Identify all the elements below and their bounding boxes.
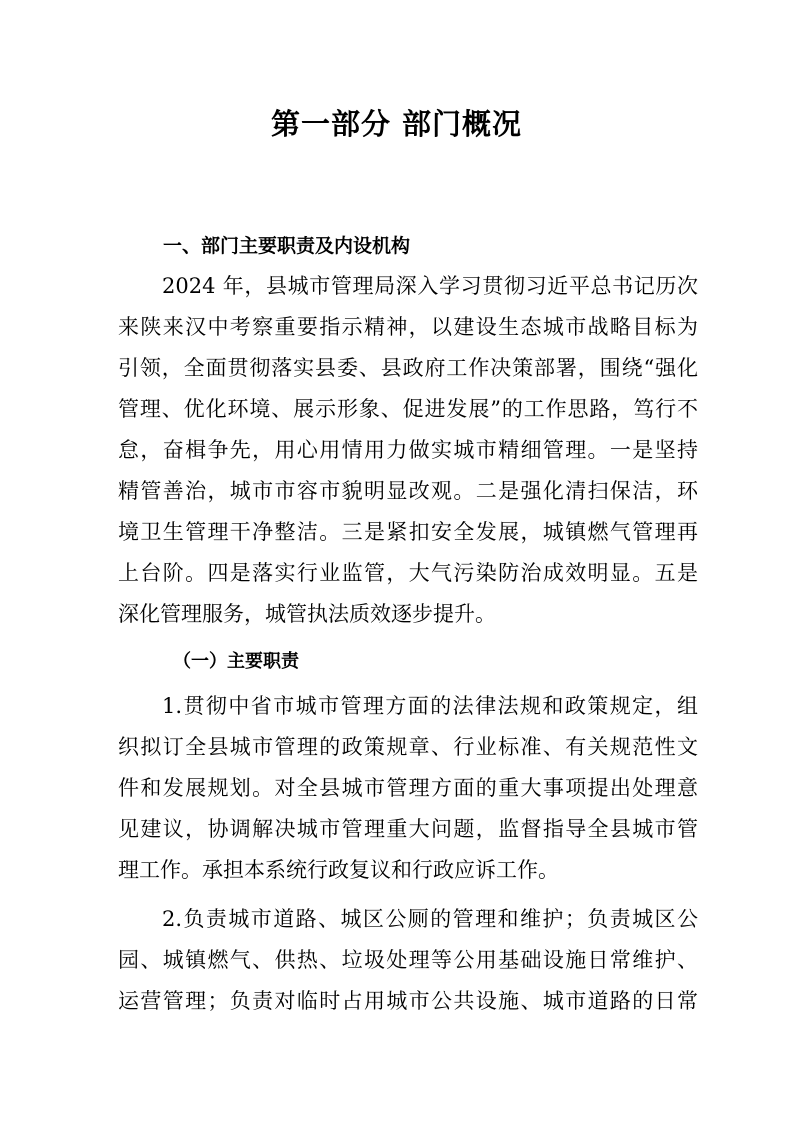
paragraph-line: 上台阶。四是落实行业监管，大气污染防治成效明显。五是 xyxy=(118,561,698,585)
duty-1-paragraph xyxy=(118,686,698,891)
duty-2-paragraph xyxy=(118,899,698,1022)
paragraph-line: 园、城镇燃气、供热、垃圾处理等公用基础设施日常维护、 xyxy=(118,948,698,972)
paragraph-line: 运营管理；负责对临时占用城市公共设施、城市道路的日常 xyxy=(118,989,698,1013)
paragraph-line: 2.负责城市道路、城区公厕的管理和维护；负责城区公 xyxy=(162,907,698,931)
intro-paragraph xyxy=(118,266,698,635)
paragraph-line: 理工作。承担本系统行政复议和行政应诉工作。 xyxy=(118,858,559,882)
paragraph-line: 织拟订全县城市管理的政策规章、行业标准、有关规范性文 xyxy=(118,735,698,759)
paragraph-line: 来陕来汉中考察重要指示精神，以建设生态城市战略目标为 xyxy=(118,315,698,339)
page-title: 第一部分 部门概况 xyxy=(270,107,523,141)
paragraph-line: 引领，全面贯彻落实县委、县政府工作决策部署，围绕“强化 xyxy=(118,356,698,380)
paragraph-line: 见建议，协调解决城市管理重大问题，监督指导全县城市管 xyxy=(118,817,698,841)
paragraph-line: 境卫生管理干净整洁。三是紧扣安全发展，城镇燃气管理再 xyxy=(118,520,698,544)
paragraph-line: 精管善治，城市市容市貌明显改观。二是强化清扫保洁，环 xyxy=(118,479,698,503)
sub-heading-main-duties: （一）主要职责 xyxy=(173,651,299,672)
paragraph-line: 件和发展规划。对全县城市管理方面的重大事项提出处理意 xyxy=(118,776,698,800)
paragraph-line: 管理、优化环境、展示形象、促进发展”的工作思路，笃行不 xyxy=(118,397,698,421)
section-heading: 一、部门主要职责及内设机构 xyxy=(163,235,411,257)
paragraph-line: 2024 年，县城市管理局深入学习贯彻习近平总书记历次 xyxy=(162,274,698,298)
paragraph-line: 怠，奋楫争先，用心用情用力做实城市精细管理。一是坚持 xyxy=(118,438,698,462)
paragraph-line: 1.贯彻中省市城市管理方面的法律法规和政策规定，组 xyxy=(162,694,698,718)
paragraph-line: 深化管理服务，城管执法质效逐步提升。 xyxy=(118,602,496,626)
